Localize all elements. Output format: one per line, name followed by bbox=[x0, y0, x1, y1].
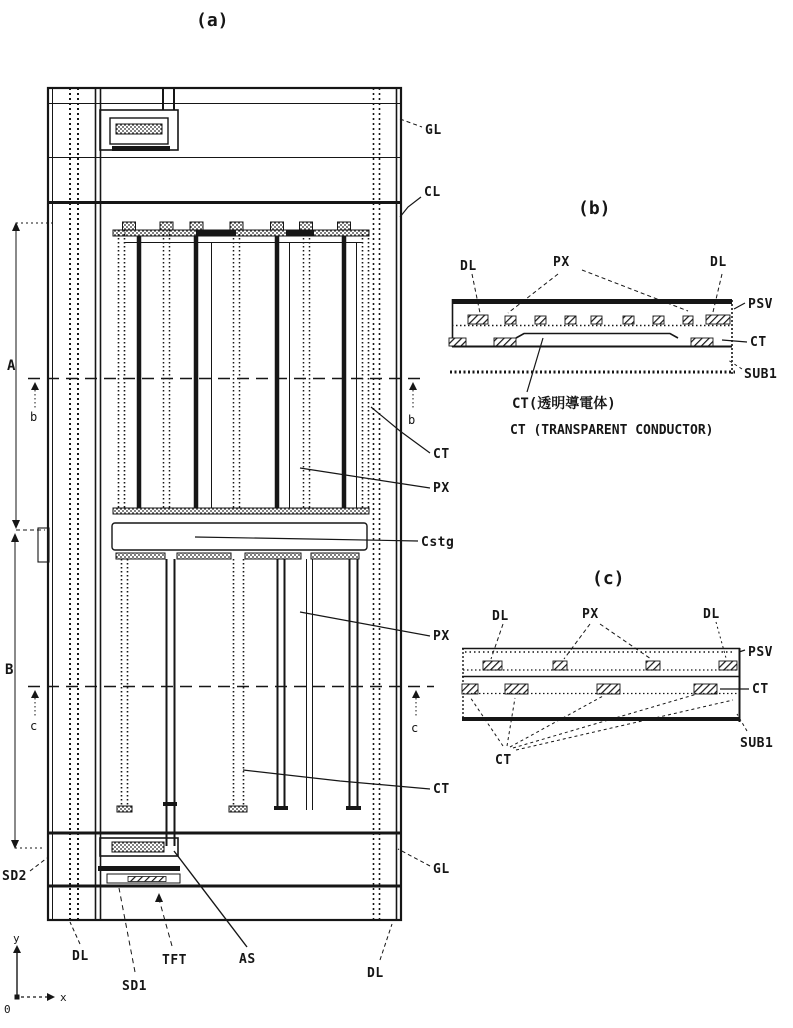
panel-b-dl-left-label: DL bbox=[460, 259, 477, 274]
panel-b-caption-jp: CT(透明導電体) bbox=[512, 396, 616, 412]
coordinate-axes bbox=[4, 932, 67, 1016]
dimension-b-label: B bbox=[5, 662, 14, 678]
px-upper-label: PX bbox=[433, 481, 450, 496]
panel-b-title: (b) bbox=[578, 198, 611, 219]
sd1-label: SD1 bbox=[122, 979, 147, 994]
panel-c-dl-left-label: DL bbox=[492, 609, 509, 624]
electrode-comb-lower bbox=[116, 553, 361, 846]
section-c-left-label: c bbox=[30, 719, 38, 733]
section-b-left-label: b bbox=[30, 410, 38, 424]
axis-origin-label: 0 bbox=[4, 1003, 11, 1016]
panel-b-sub1-label: SUB1 bbox=[744, 367, 778, 382]
panel-c-psv-label: PSV bbox=[748, 645, 773, 660]
data-line-right bbox=[374, 88, 397, 920]
panel-c-ct-right-label: CT bbox=[752, 682, 769, 697]
panel-c-title: (c) bbox=[592, 568, 625, 589]
electrode-comb-upper bbox=[113, 222, 369, 514]
sd2-label: SD2 bbox=[2, 869, 27, 884]
panel-b-cross-section bbox=[449, 198, 777, 438]
ct-lower-label: CT bbox=[433, 782, 450, 797]
panel-c-structure bbox=[462, 648, 740, 722]
section-c-right-label: c bbox=[411, 721, 419, 735]
panel-a-bottom-callouts bbox=[2, 851, 392, 994]
gl-bottom-label: GL bbox=[433, 862, 450, 877]
dl-bottom-right-label: DL bbox=[367, 966, 384, 981]
panel-a-plan-view bbox=[2, 10, 454, 1016]
tft-structure-top bbox=[100, 88, 178, 151]
px-lower-label: PX bbox=[433, 629, 450, 644]
dl-bottom-left-label: DL bbox=[72, 949, 89, 964]
panel-b-structure bbox=[449, 299, 735, 375]
axis-x-label: x bbox=[60, 991, 67, 1004]
panel-c-sub1-label: SUB1 bbox=[740, 736, 774, 751]
panel-c-cross-section bbox=[462, 568, 773, 768]
gl-top-label: GL bbox=[425, 123, 442, 138]
data-line-left bbox=[70, 88, 101, 920]
section-b-right-label: b bbox=[408, 413, 416, 427]
as-label: AS bbox=[239, 952, 256, 967]
panel-b-px-label: PX bbox=[553, 255, 570, 270]
axis-y-label: y bbox=[13, 932, 20, 945]
panel-b-caption-en: CT (TRANSPARENT CONDUCTOR) bbox=[510, 423, 714, 438]
panel-b-psv-label: PSV bbox=[748, 297, 773, 312]
panel-c-ct-bottom-label: CT bbox=[495, 753, 512, 768]
tft-label: TFT bbox=[162, 953, 187, 968]
cstg-label: Cstg bbox=[421, 535, 455, 550]
dimension-a-label: A bbox=[7, 358, 16, 374]
dimension-a bbox=[7, 222, 52, 530]
cl-label: CL bbox=[424, 185, 441, 200]
ct-upper-label: CT bbox=[433, 447, 450, 462]
panel-a-title: (a) bbox=[196, 10, 229, 31]
panel-c-dl-right-label: DL bbox=[703, 607, 720, 622]
panel-b-dl-right-label: DL bbox=[710, 255, 727, 270]
panel-c-px-label: PX bbox=[582, 607, 599, 622]
tft-structure-bottom bbox=[98, 838, 180, 883]
panel-b-ct-label: CT bbox=[750, 335, 767, 350]
dimension-b bbox=[5, 533, 45, 849]
